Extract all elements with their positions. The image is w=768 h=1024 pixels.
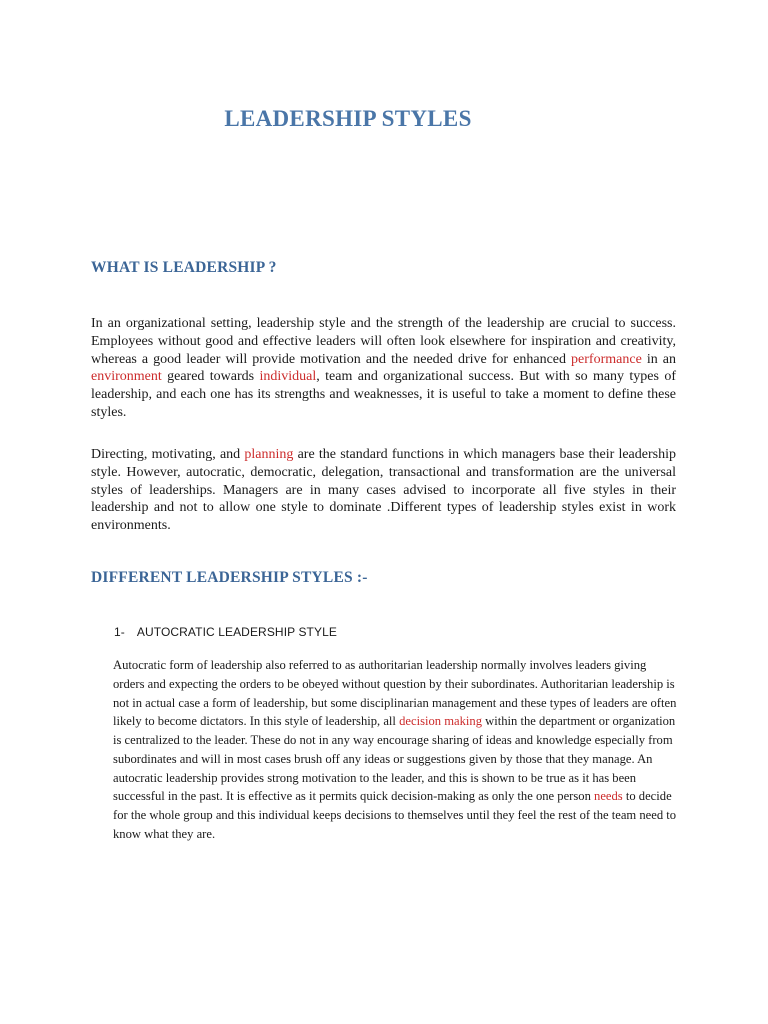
- text-run: in an: [641, 351, 676, 367]
- text-run: Directing, motivating, and: [91, 447, 245, 462]
- section-heading-what-is-leadership: WHAT IS LEADERSHIP ?: [91, 259, 277, 276]
- text-run: to decide for the whole group and this individual keeps decisions to themselves until they feel the rest of the team need to know what they are.: [113, 789, 677, 841]
- text-run: geared towards: [161, 369, 260, 385]
- paragraph-intro: [91, 315, 676, 422]
- section-heading-different-styles: DIFFERENT LEADERSHIP STYLES :-: [91, 569, 368, 586]
- link-environment[interactable]: environment: [91, 369, 162, 385]
- text-run: , team and organizational success. But with so many types of leadership, and each one has its strengths and weaknesses, it is useful to take a moment to define these styles.: [91, 369, 676, 420]
- paragraph-functions: [91, 446, 676, 535]
- link-individual[interactable]: individual: [259, 369, 317, 385]
- text-run: within the department or organization is centralized to the leader. These do not in any way encourage sharing of ideas and knowledge especially from subordinates and will in most cases brush off any ideas or suggestions given by those that they manage. An autocratic leadership provides strong motivation to the leader, and this is shown to be true as it has been successful in the past. It is effective as it permits quick decision-making as only the one person: [113, 714, 676, 804]
- link-needs[interactable]: needs: [594, 789, 623, 804]
- link-performance[interactable]: performance: [571, 351, 642, 367]
- link-decision-making[interactable]: decision making: [399, 714, 482, 729]
- text-run: Autocratic form of leadership also referred to as authoritarian leadership normally involves leaders giving orders and expecting the orders to be obeyed without question by their subordinates. Authoritarian leadership is not in actual case a form of leadership, but some disciplinarian management and these types of leaders are often likely to become dictators. In this style of leadership, all: [113, 658, 677, 729]
- text-run: are the standard functions in which managers base their leadership style. However, autocratic, democratic, delegation, transactional and transformation are the universal styles of leaderships. Managers are in many cases advised to incorporate all five styles in their leadership and not to allow one style to dominate .Different types of leadership styles exist in work environments.: [91, 447, 676, 534]
- link-planning[interactable]: planning: [244, 447, 294, 462]
- list-number: 1-: [114, 625, 125, 639]
- text-run: In an organizational setting, leadership style and the strength of the leadership are crucial to success. Employees without good and effective leaders will often look elsewhere for inspiration and creativity, whereas a good leader will provide motivation and the needed drive for enhanced: [91, 316, 676, 367]
- list-item-title: AUTOCRATIC LEADERSHIP STYLE: [136, 625, 337, 639]
- document-title: LEADERSHIP STYLES: [224, 106, 472, 131]
- paragraph-autocratic: [113, 656, 679, 844]
- list-item-heading-autocratic: [114, 625, 337, 639]
